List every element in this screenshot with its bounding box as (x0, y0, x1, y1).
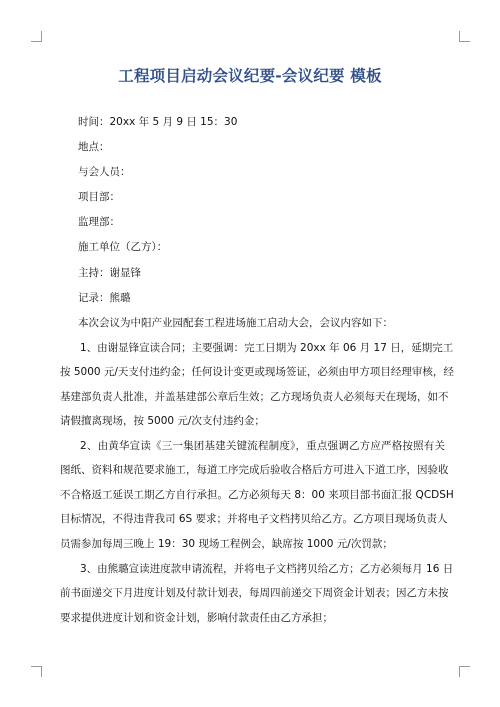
paragraph-line: 请假擅离现场，按 5000 元/次支付违约金； (60, 415, 265, 428)
agenda-item-2 (60, 434, 454, 556)
paragraph-line: 基建部负责人批准，并盖基建部公章后生效；乙方现场负责人必须每天在现场，如不 (60, 390, 449, 403)
paragraph-line: 2、由黄华宣读《三一集团基建关键流程制度》，重点强调乙方应严格按照有关 (80, 440, 445, 452)
meta-supervision-dept: 监理部： (78, 216, 120, 228)
paragraph-line: 目标情况，不得违背我司 6S 要求；并将电子文档拷贝给乙方。乙方项目现场负责人 (60, 513, 448, 526)
meta-project-dept: 项目部： (78, 191, 120, 203)
corner-mark-top-left (31, 31, 42, 42)
agenda-item-3 (60, 557, 454, 630)
meta-place: 地点： (78, 141, 110, 153)
corner-mark-top-right (459, 31, 470, 42)
paragraph-line: 图纸、资料和规范要求施工，每道工序完成后验收合格后方可进入下道工序，因验收 (60, 464, 449, 477)
meta-time: 时间：20xx 年 5 月 9 日 15：30 (78, 116, 238, 128)
intro-paragraph: 本次会议为中阳产业园配套工程进场施工启动大会，会议内容如下： (78, 317, 393, 329)
agenda-item-1 (60, 336, 454, 434)
paragraph-line: 3、由熊璐宣读进度款申请流程，并将电子文档拷贝给乙方；乙方必须每月 16 日 (80, 563, 454, 575)
meta-construction-unit: 施工单位（乙方）： (78, 241, 168, 253)
meta-recorder: 记录：熊璐 (78, 292, 131, 304)
paragraph-line: 员需参加每周三晚上 19：30 现场工程例会，缺席按 1000 元/次罚款； (60, 537, 393, 550)
document-title: 工程项目启动会议纪要-会议纪要 模板 (118, 67, 382, 85)
paragraph-line: 1、由谢显锋宣读合同；主要强调：完工日期为 20xx 年 06 月 17 日，延期完工 (80, 342, 454, 354)
paragraph-line: 要求提供进度计划和资金计划，影响付款责任由乙方承担； (60, 611, 333, 624)
corner-mark-bottom-right (459, 666, 470, 677)
paragraph-line: 按 5000 元/天支付违约金；任何设计变更或现场签证，必须由甲方项目经理审核，经 (60, 366, 454, 379)
corner-mark-bottom-left (31, 666, 42, 677)
paragraph-line: 前书面递交下月进度计划及付款计划表，每周四前递交下周资金计划表；因乙方未按 (60, 587, 449, 600)
paragraph-line: 不合格返工延误工期乙方自行承担。乙方必须每天 8：00 来项目部书面汇报 QCDSH (60, 488, 454, 501)
meta-attendees: 与会人员： (78, 166, 131, 178)
meta-host: 主持：谢显锋 (78, 267, 141, 279)
